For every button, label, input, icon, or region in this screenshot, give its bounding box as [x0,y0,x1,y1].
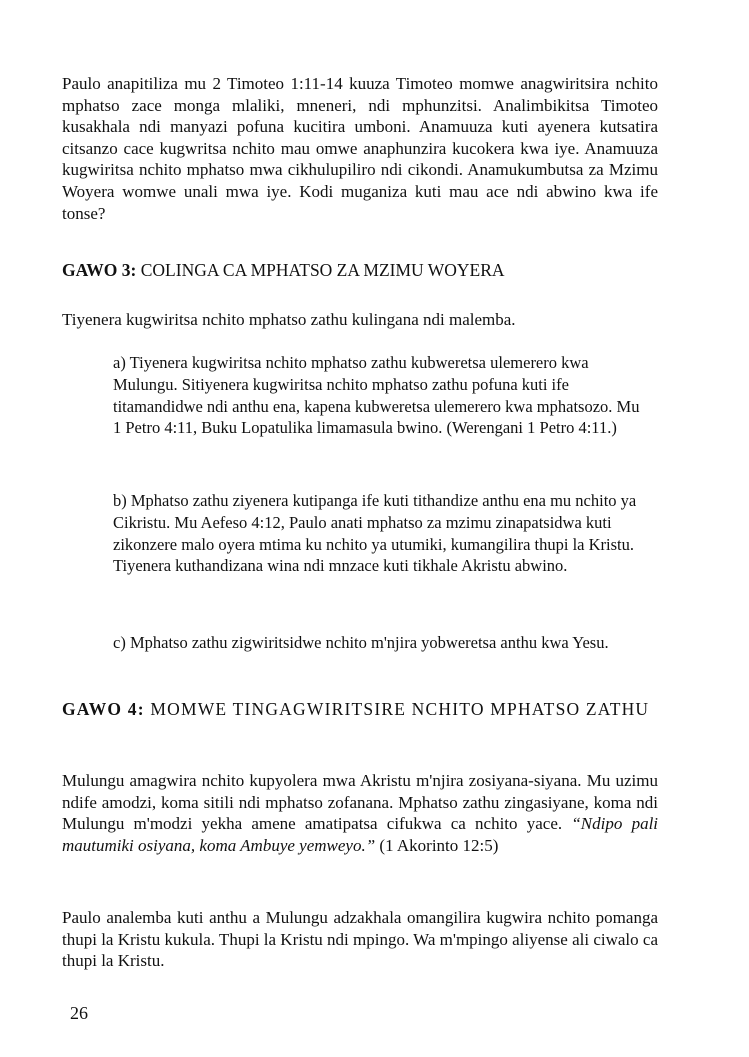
section-label: GAWO 3: [62,260,137,280]
paragraph-intro-malemba: Tiyenera kugwiritsa nchito mphatso zathu kulingana ndi malemba. [62,310,516,329]
paragraph-text: Mulungu amagwira nchito kupyolera mwa Akristu m'njira zosiyana-siyana. Mu uzimu ndife amodzi, koma sitili ndi mphatso zofanana. Mphatso zathu zingasiyane, koma ndi Mulungu m'modzi yekha amene amatipatsa cifukwa ca nchito yace. [62,771,658,834]
paragraph-paulo-timoteo: Paulo anapitiliza mu 2 Timoteo 1:11-14 kuuza Timoteo momwe anagwiritsira nchito mphatso zace monga mlaliki, mneneri, ndi mphunzitsi. Analimbikitsa Timoteo kusakhala ndi manyazi pofuna kucitira umboni. Anamuuza kuti ayenera kutsatira citsanzo cace kugwritsa nchito mau omwe anaphunzira kucokera kwa iye. Anamuuza kugwiritsa nchito mphatso mwa cikhulupiliro ndi cikondi. Anamukumbutsa za Mzimu Woyera womwe unali mwa iye. Kodi muganiza kuti mau ace ndi abwino kwa ife tonse? [62,74,658,223]
section-heading-gawo-4 [62,697,656,721]
paragraph-mulungu-amagwira [62,770,658,856]
point-c: c) Mphatso zathu zigwiritsidwe nchito m'njira yobweretsa anthu kwa Yesu. [113,633,609,652]
point-a: a) Tiyenera kugwiritsa nchito mphatso zathu kubweretsa ulemerero kwa Mulungu. Sitiyenera kugwiritsa nchito mphatso zathu pofuna kuti ife titamandidwe ndi anthu ena, kapena kubweretsa ulemerero kwa mphatsozo. Mu 1 Petro 4:11, Buku Lopatulika limamasula bwino. (Werengani 1 Petro 4:11.) [113,353,640,438]
section-title: MOMWE TINGAGWIRITSIRE NCHITO MPHATSO ZATHU [150,699,650,719]
scripture-reference: (1 Akorinto 12:5) [379,835,499,855]
section-heading-gawo-3 [62,258,662,282]
page-number: 26 [70,1003,88,1023]
point-b: b) Mphatso zathu ziyenera kutipanga ife kuti tithandize anthu ena mu nchito ya Cikristu. Mu Aefeso 4:12, Paulo anati mphatso za mzimu zinapatsidwa kuti zikonzere malo oyera mtima ku nchito ya utumiki, kumangilira thupi la Kristu. Tiyenera kuthandizana wina ndi mnzace kuti tikhale Akristu abwino. [113,491,637,576]
scripture-quote: “Ndipo pali mautumiki osiyana, koma Ambuye yemweyo.” [62,814,659,855]
paragraph-thupi-la-kristu: Paulo analemba kuti anthu a Mulungu adzakhala omangilira kugwira nchito pomanga thupi la Kristu kukula. Thupi la Kristu ndi mpingo. Wa m'mpingo aliyense ali ciwalo ca thupi la Kristu. [62,908,658,971]
section-label: GAWO 4: [62,699,145,719]
section-title: COLINGA CA MPHATSO ZA MZIMU WOYERA [140,260,505,280]
